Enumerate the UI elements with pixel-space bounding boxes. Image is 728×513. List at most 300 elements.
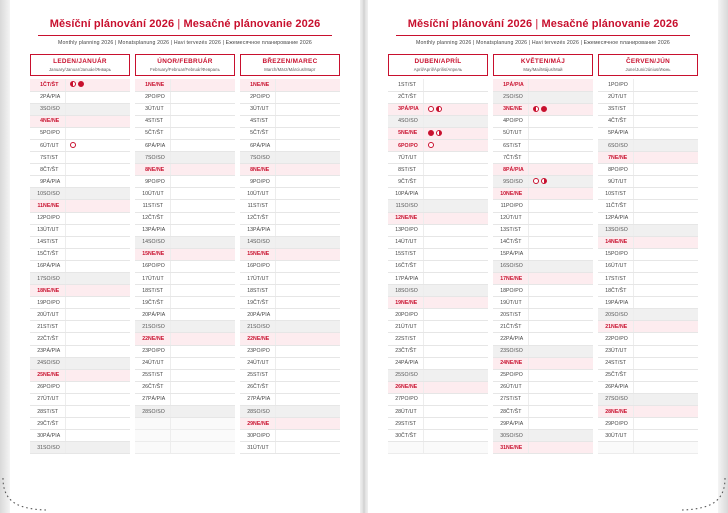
day-note-field[interactable] bbox=[170, 224, 235, 236]
day-note-field[interactable] bbox=[65, 176, 130, 188]
day-number: 4 bbox=[30, 115, 43, 127]
day-abbreviation: PO/PO bbox=[506, 200, 528, 212]
day-note-field[interactable] bbox=[633, 188, 698, 200]
day-note-field[interactable] bbox=[275, 442, 340, 454]
day-note-field[interactable] bbox=[65, 200, 130, 212]
day-note-field[interactable] bbox=[275, 236, 340, 248]
day-note-field[interactable] bbox=[275, 224, 340, 236]
day-row bbox=[598, 321, 698, 333]
day-note-field[interactable] bbox=[633, 79, 698, 91]
day-note-field[interactable] bbox=[275, 406, 340, 418]
day-note-field[interactable] bbox=[633, 321, 698, 333]
day-note-field[interactable] bbox=[633, 164, 698, 176]
day-note-field[interactable] bbox=[528, 115, 593, 127]
day-row bbox=[493, 442, 593, 454]
day-note-field[interactable] bbox=[423, 188, 488, 200]
day-note-field[interactable] bbox=[170, 236, 235, 248]
day-abbreviation: PÁ/PIA bbox=[43, 345, 65, 357]
day-note-field[interactable] bbox=[65, 393, 130, 405]
day-note-field[interactable] bbox=[65, 369, 130, 381]
day-note-field[interactable] bbox=[633, 442, 698, 454]
day-note-field[interactable] bbox=[65, 273, 130, 285]
day-note-field[interactable] bbox=[633, 115, 698, 127]
day-note-field[interactable] bbox=[275, 212, 340, 224]
day-note-field[interactable] bbox=[65, 212, 130, 224]
day-note-field[interactable] bbox=[423, 430, 488, 442]
day-row bbox=[388, 285, 488, 297]
month-name: LEDEN/JANUÁR bbox=[53, 58, 107, 65]
day-row bbox=[135, 248, 235, 260]
day-note-field[interactable] bbox=[633, 333, 698, 345]
day-note-field[interactable] bbox=[423, 357, 488, 369]
day-note-field[interactable] bbox=[423, 91, 488, 103]
day-note-field[interactable] bbox=[528, 357, 593, 369]
day-number: 24 bbox=[388, 357, 401, 369]
day-row bbox=[30, 321, 130, 333]
day-note-field[interactable] bbox=[423, 393, 488, 405]
day-abbreviation: ST/ST bbox=[401, 418, 423, 430]
day-note-field[interactable] bbox=[275, 333, 340, 345]
day-note-field[interactable] bbox=[275, 79, 340, 91]
day-abbreviation: ČT/ŠT bbox=[43, 164, 65, 176]
day-note-field[interactable] bbox=[423, 127, 488, 139]
day-note-field[interactable] bbox=[275, 248, 340, 260]
day-note-field[interactable] bbox=[170, 139, 235, 151]
day-note-field[interactable] bbox=[423, 297, 488, 309]
day-note-field[interactable] bbox=[170, 357, 235, 369]
day-row bbox=[135, 381, 235, 393]
day-note-field[interactable] bbox=[170, 200, 235, 212]
day-note-field[interactable] bbox=[528, 164, 593, 176]
day-note-field[interactable] bbox=[65, 285, 130, 297]
day-note-field[interactable] bbox=[65, 357, 130, 369]
day-note-field[interactable] bbox=[275, 103, 340, 115]
day-number: 17 bbox=[240, 273, 253, 285]
day-abbreviation: NE/NE bbox=[401, 212, 423, 224]
day-note-field[interactable] bbox=[423, 79, 488, 91]
day-abbreviation: NE/NE bbox=[506, 442, 528, 454]
day-number: 22 bbox=[598, 333, 611, 345]
day-note-field[interactable] bbox=[423, 139, 488, 151]
day-note-field[interactable] bbox=[528, 345, 593, 357]
day-abbreviation: ČT/ŠT bbox=[401, 430, 423, 442]
day-note-field[interactable] bbox=[65, 442, 130, 454]
right-page-header bbox=[368, 0, 718, 47]
day-note-field[interactable] bbox=[275, 418, 340, 430]
day-number: 17 bbox=[135, 273, 148, 285]
day-number: 11 bbox=[388, 200, 401, 212]
day-note-field[interactable] bbox=[528, 248, 593, 260]
day-note-field[interactable] bbox=[528, 188, 593, 200]
day-number: 21 bbox=[493, 321, 506, 333]
day-note-field[interactable] bbox=[65, 333, 130, 345]
day-number: 24 bbox=[135, 357, 148, 369]
day-row bbox=[493, 176, 593, 188]
day-note-field[interactable] bbox=[633, 200, 698, 212]
day-note-field[interactable] bbox=[65, 236, 130, 248]
day-note-field[interactable] bbox=[423, 285, 488, 297]
day-row bbox=[30, 248, 130, 260]
day-row bbox=[388, 381, 488, 393]
day-abbreviation: PÁ/PIA bbox=[43, 91, 65, 103]
day-abbreviation: NE/NE bbox=[401, 127, 423, 139]
day-note-field[interactable] bbox=[170, 406, 235, 418]
day-row bbox=[598, 248, 698, 260]
day-note-field[interactable] bbox=[65, 260, 130, 272]
day-note-field[interactable] bbox=[633, 248, 698, 260]
day-abbreviation: ST/ST bbox=[506, 139, 528, 151]
day-note-field[interactable] bbox=[528, 260, 593, 272]
day-note-field[interactable] bbox=[275, 393, 340, 405]
day-note-field[interactable] bbox=[423, 418, 488, 430]
day-row bbox=[135, 176, 235, 188]
day-note-field[interactable] bbox=[633, 430, 698, 442]
day-note-field[interactable] bbox=[65, 381, 130, 393]
day-note-field[interactable] bbox=[170, 285, 235, 297]
day-number bbox=[388, 442, 401, 454]
day-note-field[interactable] bbox=[65, 103, 130, 115]
day-number: 20 bbox=[135, 309, 148, 321]
day-note-field[interactable] bbox=[423, 333, 488, 345]
day-note-field[interactable] bbox=[633, 152, 698, 164]
day-note-field[interactable] bbox=[170, 127, 235, 139]
day-abbreviation: ÚT/UT bbox=[253, 273, 275, 285]
day-note-field[interactable] bbox=[170, 309, 235, 321]
day-row bbox=[240, 91, 340, 103]
day-abbreviation: NE/NE bbox=[506, 188, 528, 200]
day-note-field[interactable] bbox=[423, 115, 488, 127]
day-note-field[interactable] bbox=[65, 418, 130, 430]
day-note-field[interactable] bbox=[423, 103, 488, 115]
month-name-translations: March/März/Március/Март bbox=[264, 67, 316, 72]
day-note-field[interactable] bbox=[65, 297, 130, 309]
day-note-field[interactable] bbox=[528, 381, 593, 393]
day-abbreviation: PÁ/PIA bbox=[148, 393, 170, 405]
day-note-field[interactable] bbox=[528, 152, 593, 164]
day-note-field[interactable] bbox=[65, 127, 130, 139]
month-name-translations: February/Februar/Február/Февраль bbox=[150, 67, 220, 72]
day-abbreviation: SO/SO bbox=[148, 321, 170, 333]
day-note-field[interactable] bbox=[528, 127, 593, 139]
day-note-field[interactable] bbox=[633, 91, 698, 103]
day-number: 28 bbox=[240, 406, 253, 418]
day-number: 6 bbox=[493, 139, 506, 151]
day-number: 29 bbox=[598, 418, 611, 430]
day-note-field[interactable] bbox=[275, 273, 340, 285]
day-number: 6 bbox=[135, 139, 148, 151]
day-abbreviation: PO/PO bbox=[611, 333, 633, 345]
day-note-field[interactable] bbox=[170, 248, 235, 260]
day-note-field[interactable] bbox=[528, 418, 593, 430]
day-note-field[interactable] bbox=[423, 260, 488, 272]
day-abbreviation: PO/PO bbox=[253, 345, 275, 357]
day-note-field[interactable] bbox=[633, 297, 698, 309]
day-abbreviation: ČT/ŠT bbox=[253, 127, 275, 139]
day-row bbox=[598, 418, 698, 430]
day-note-field[interactable] bbox=[170, 212, 235, 224]
day-note-field[interactable] bbox=[275, 321, 340, 333]
day-number: 10 bbox=[30, 188, 43, 200]
day-row bbox=[493, 127, 593, 139]
day-number: 13 bbox=[388, 224, 401, 236]
day-abbreviation: ČT/ŠT bbox=[253, 297, 275, 309]
day-number: 25 bbox=[135, 369, 148, 381]
moon-phase-group bbox=[66, 82, 84, 88]
day-note-field[interactable] bbox=[170, 297, 235, 309]
day-note-field[interactable] bbox=[633, 103, 698, 115]
day-note-field[interactable] bbox=[633, 345, 698, 357]
day-number: 5 bbox=[388, 127, 401, 139]
day-row bbox=[30, 152, 130, 164]
day-note-field[interactable] bbox=[275, 297, 340, 309]
day-note-field[interactable] bbox=[633, 260, 698, 272]
day-note-field[interactable] bbox=[170, 273, 235, 285]
day-note-field[interactable] bbox=[170, 369, 235, 381]
day-note-field[interactable] bbox=[65, 430, 130, 442]
day-note-field[interactable] bbox=[528, 333, 593, 345]
day-abbreviation: PÁ/PIA bbox=[506, 79, 528, 91]
day-note-field[interactable] bbox=[633, 127, 698, 139]
day-note-field[interactable] bbox=[633, 212, 698, 224]
day-number: 28 bbox=[135, 406, 148, 418]
day-note-field[interactable] bbox=[423, 442, 488, 454]
day-note-field[interactable] bbox=[528, 212, 593, 224]
day-note-field[interactable] bbox=[65, 224, 130, 236]
day-note-field[interactable] bbox=[65, 79, 130, 91]
day-note-field[interactable] bbox=[275, 115, 340, 127]
day-note-field[interactable] bbox=[633, 369, 698, 381]
day-note-field[interactable] bbox=[528, 176, 593, 188]
day-number: 28 bbox=[30, 406, 43, 418]
day-note-field[interactable] bbox=[170, 164, 235, 176]
month-column-june bbox=[598, 54, 698, 454]
day-number: 7 bbox=[493, 152, 506, 164]
day-note-field[interactable] bbox=[170, 345, 235, 357]
day-note-field[interactable] bbox=[633, 357, 698, 369]
day-number: 25 bbox=[493, 369, 506, 381]
day-note-field[interactable] bbox=[275, 91, 340, 103]
day-number: 14 bbox=[135, 236, 148, 248]
day-number: 20 bbox=[493, 309, 506, 321]
day-note-field[interactable] bbox=[275, 430, 340, 442]
day-abbreviation bbox=[401, 442, 423, 454]
day-note-field[interactable] bbox=[423, 345, 488, 357]
day-note-field[interactable] bbox=[528, 200, 593, 212]
day-note-field[interactable] bbox=[65, 152, 130, 164]
day-abbreviation: ÚT/UT bbox=[611, 345, 633, 357]
day-row bbox=[388, 418, 488, 430]
day-note-field[interactable] bbox=[275, 285, 340, 297]
day-note-field[interactable] bbox=[423, 224, 488, 236]
day-number: 22 bbox=[240, 333, 253, 345]
day-note-field[interactable] bbox=[170, 381, 235, 393]
day-note-field[interactable] bbox=[528, 430, 593, 442]
day-note-field[interactable] bbox=[170, 321, 235, 333]
day-note-field[interactable] bbox=[528, 285, 593, 297]
day-note-field[interactable] bbox=[170, 430, 235, 442]
day-note-field[interactable] bbox=[170, 260, 235, 272]
day-number: 1 bbox=[30, 79, 43, 91]
day-note-field[interactable] bbox=[65, 345, 130, 357]
day-row bbox=[598, 285, 698, 297]
day-abbreviation: PÁ/PIA bbox=[148, 224, 170, 236]
day-note-field[interactable] bbox=[170, 152, 235, 164]
day-note-field[interactable] bbox=[633, 406, 698, 418]
day-number: 4 bbox=[135, 115, 148, 127]
day-note-field[interactable] bbox=[528, 103, 593, 115]
day-note-field[interactable] bbox=[423, 164, 488, 176]
day-abbreviation: SO/SO bbox=[506, 260, 528, 272]
day-note-field[interactable] bbox=[275, 200, 340, 212]
day-row bbox=[135, 91, 235, 103]
day-abbreviation: NE/NE bbox=[611, 321, 633, 333]
day-note-field[interactable] bbox=[633, 393, 698, 405]
moon-lastq-icon bbox=[436, 106, 442, 112]
day-row bbox=[493, 321, 593, 333]
day-number: 25 bbox=[388, 369, 401, 381]
day-row bbox=[598, 381, 698, 393]
day-note-field[interactable] bbox=[170, 333, 235, 345]
day-note-field[interactable] bbox=[633, 139, 698, 151]
day-note-field[interactable] bbox=[170, 418, 235, 430]
day-note-field[interactable] bbox=[275, 309, 340, 321]
day-note-field[interactable] bbox=[65, 91, 130, 103]
day-row bbox=[598, 212, 698, 224]
day-note-field[interactable] bbox=[423, 321, 488, 333]
day-note-field[interactable] bbox=[65, 115, 130, 127]
day-note-field[interactable] bbox=[65, 164, 130, 176]
day-note-field[interactable] bbox=[170, 103, 235, 115]
day-note-field[interactable] bbox=[423, 200, 488, 212]
day-number: 28 bbox=[493, 406, 506, 418]
day-number: 4 bbox=[388, 115, 401, 127]
day-note-field[interactable] bbox=[423, 212, 488, 224]
day-abbreviation: PO/PO bbox=[148, 176, 170, 188]
day-note-field[interactable] bbox=[528, 297, 593, 309]
day-note-field[interactable] bbox=[423, 406, 488, 418]
day-abbreviation: ČT/ŠT bbox=[506, 236, 528, 248]
day-number: 14 bbox=[598, 236, 611, 248]
day-note-field[interactable] bbox=[275, 345, 340, 357]
day-note-field[interactable] bbox=[633, 285, 698, 297]
day-note-field[interactable] bbox=[275, 357, 340, 369]
day-note-field[interactable] bbox=[633, 236, 698, 248]
day-abbreviation: NE/NE bbox=[401, 297, 423, 309]
day-row bbox=[240, 393, 340, 405]
day-number: 3 bbox=[135, 103, 148, 115]
day-note-field[interactable] bbox=[528, 321, 593, 333]
day-number: 4 bbox=[598, 115, 611, 127]
day-note-field[interactable] bbox=[423, 369, 488, 381]
day-note-field[interactable] bbox=[275, 152, 340, 164]
day-note-field[interactable] bbox=[633, 273, 698, 285]
day-note-field[interactable] bbox=[275, 139, 340, 151]
day-row bbox=[135, 224, 235, 236]
day-note-field[interactable] bbox=[633, 224, 698, 236]
day-abbreviation: PO/PO bbox=[43, 127, 65, 139]
day-row bbox=[30, 260, 130, 272]
day-note-field[interactable] bbox=[528, 442, 593, 454]
day-number: 3 bbox=[388, 103, 401, 115]
day-note-field[interactable] bbox=[65, 188, 130, 200]
day-row bbox=[388, 164, 488, 176]
day-note-field[interactable] bbox=[275, 260, 340, 272]
day-note-field[interactable] bbox=[423, 273, 488, 285]
day-note-field[interactable] bbox=[423, 176, 488, 188]
day-number: 13 bbox=[240, 224, 253, 236]
day-note-field[interactable] bbox=[170, 115, 235, 127]
day-note-field[interactable] bbox=[633, 381, 698, 393]
day-number: 7 bbox=[135, 152, 148, 164]
day-abbreviation: PO/PO bbox=[43, 212, 65, 224]
day-note-field[interactable] bbox=[528, 393, 593, 405]
day-note-field[interactable] bbox=[528, 369, 593, 381]
day-note-field[interactable] bbox=[275, 164, 340, 176]
day-note-field[interactable] bbox=[275, 369, 340, 381]
day-note-field[interactable] bbox=[528, 406, 593, 418]
day-note-field[interactable] bbox=[170, 188, 235, 200]
day-row bbox=[240, 333, 340, 345]
day-note-field[interactable] bbox=[528, 309, 593, 321]
day-note-field[interactable] bbox=[528, 79, 593, 91]
day-note-field[interactable] bbox=[275, 381, 340, 393]
day-number: 23 bbox=[30, 345, 43, 357]
day-note-field[interactable] bbox=[423, 152, 488, 164]
day-note-field[interactable] bbox=[423, 381, 488, 393]
day-number: 2 bbox=[135, 91, 148, 103]
day-note-field[interactable] bbox=[528, 224, 593, 236]
day-note-field[interactable] bbox=[423, 309, 488, 321]
day-note-field[interactable] bbox=[65, 139, 130, 151]
day-abbreviation: PO/PO bbox=[401, 309, 423, 321]
title-separator: | bbox=[177, 18, 181, 30]
day-number: 3 bbox=[30, 103, 43, 115]
moon-lastq-icon bbox=[533, 106, 539, 112]
day-number: 7 bbox=[30, 152, 43, 164]
day-row bbox=[135, 188, 235, 200]
day-note-field[interactable] bbox=[65, 248, 130, 260]
day-note-field[interactable] bbox=[65, 309, 130, 321]
day-note-field[interactable] bbox=[423, 236, 488, 248]
day-note-field[interactable] bbox=[170, 442, 235, 454]
day-note-field[interactable] bbox=[275, 176, 340, 188]
day-note-field[interactable] bbox=[528, 236, 593, 248]
day-row bbox=[493, 309, 593, 321]
day-note-field[interactable] bbox=[170, 91, 235, 103]
day-note-field[interactable] bbox=[423, 248, 488, 260]
day-note-field[interactable] bbox=[65, 406, 130, 418]
day-abbreviation: SO/SO bbox=[506, 430, 528, 442]
day-note-field[interactable] bbox=[275, 127, 340, 139]
day-abbreviation: NE/NE bbox=[148, 333, 170, 345]
day-note-field[interactable] bbox=[170, 79, 235, 91]
day-note-field[interactable] bbox=[170, 176, 235, 188]
day-note-field[interactable] bbox=[633, 176, 698, 188]
day-note-field[interactable] bbox=[65, 321, 130, 333]
day-note-field[interactable] bbox=[528, 91, 593, 103]
day-note-field[interactable] bbox=[633, 418, 698, 430]
day-note-field[interactable] bbox=[275, 188, 340, 200]
day-number: 11 bbox=[493, 200, 506, 212]
day-note-field[interactable] bbox=[170, 393, 235, 405]
day-abbreviation: SO/SO bbox=[253, 321, 275, 333]
day-abbreviation: ST/ST bbox=[401, 79, 423, 91]
day-note-field[interactable] bbox=[633, 309, 698, 321]
month-name: ČERVEN/JÚN bbox=[625, 58, 671, 65]
day-note-field[interactable] bbox=[528, 139, 593, 151]
day-note-field[interactable] bbox=[528, 273, 593, 285]
day-number: 9 bbox=[493, 176, 506, 188]
